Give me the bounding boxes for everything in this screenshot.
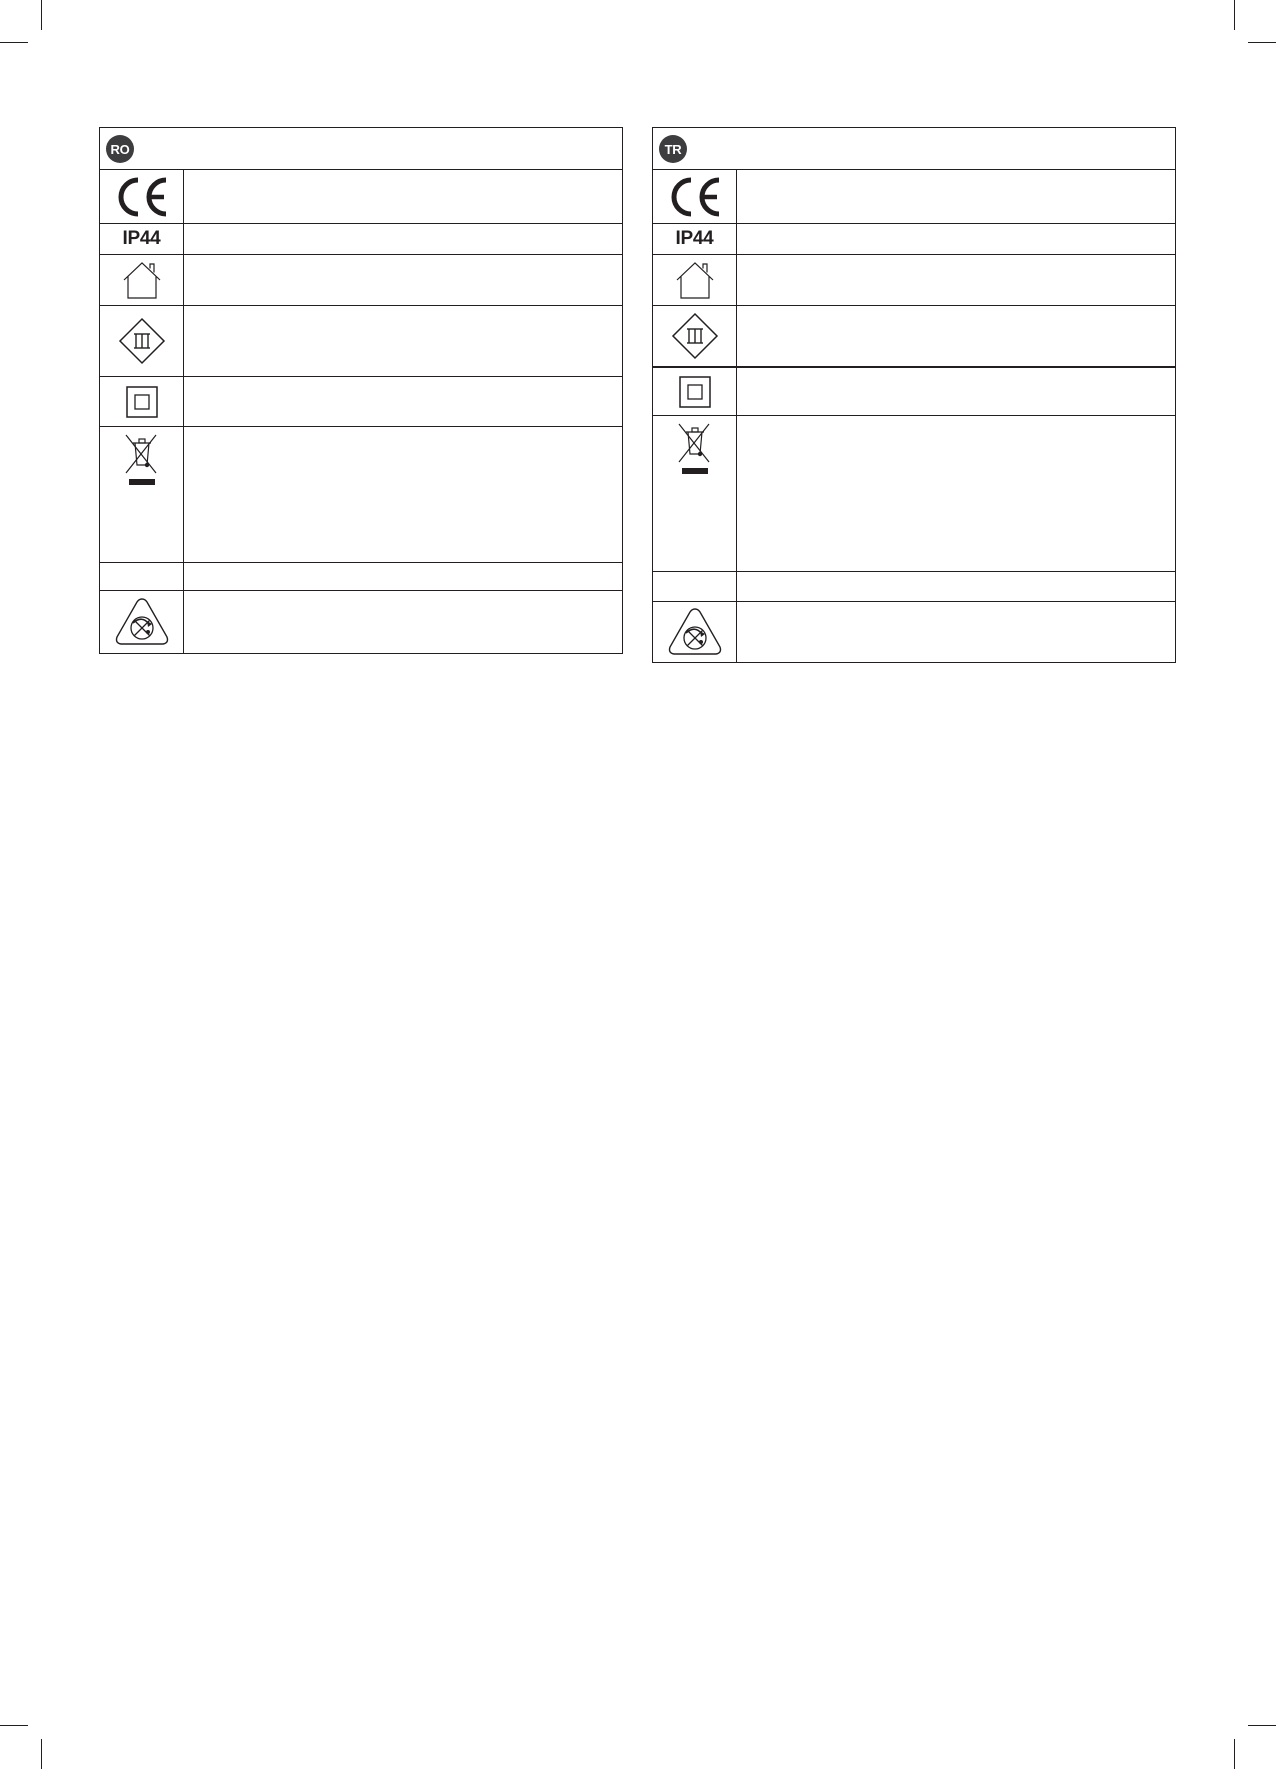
protection-class-iii-icon: [100, 306, 184, 376]
ce-mark-icon: [653, 170, 737, 223]
table-row-ce: [653, 170, 1175, 224]
language-badge: RO: [106, 135, 134, 163]
row-description: [184, 224, 622, 254]
row-description: [184, 255, 622, 305]
row-description: [184, 377, 622, 426]
table-row-class-ii: [100, 377, 622, 427]
language-badge: TR: [659, 135, 687, 163]
table-row-empty: [100, 563, 622, 591]
symbol-cell: [100, 563, 184, 590]
weee-crossed-bin-icon: [653, 416, 737, 571]
table-row-ip44: [653, 224, 1175, 255]
ip-rating-label: IP44: [122, 228, 161, 249]
crop-mark: [0, 42, 28, 43]
double-insulation-icon: [100, 377, 184, 426]
crop-mark: [41, 1739, 42, 1769]
row-description: [737, 255, 1175, 305]
symbols-table-tr: [652, 127, 1176, 663]
ip-rating-label-cell: [100, 224, 184, 254]
table-row-class-ii: [653, 368, 1175, 416]
safety-triangle-icon: [100, 591, 184, 653]
table-header: [653, 128, 1175, 170]
crop-mark: [1234, 0, 1235, 30]
safety-triangle-icon: [653, 602, 737, 662]
crop-mark: [0, 1725, 28, 1726]
row-description: [184, 563, 622, 590]
table-row-ip44: [100, 224, 622, 255]
crop-mark: [1234, 1739, 1235, 1769]
table-row-weee: [100, 427, 622, 563]
table-header: [100, 128, 622, 170]
row-description: [737, 306, 1175, 366]
row-description: [737, 368, 1175, 415]
table-row-ce: [100, 170, 622, 224]
table-row-empty: [653, 572, 1175, 602]
table-row-weee: [653, 416, 1175, 572]
row-description: [184, 427, 622, 562]
crop-mark: [1248, 42, 1276, 43]
row-description: [184, 591, 622, 653]
crop-mark: [1248, 1725, 1276, 1726]
ip-rating-label: IP44: [675, 228, 714, 249]
table-row-class-iii: [653, 306, 1175, 368]
table-row-class-iii: [100, 306, 622, 377]
row-description: [737, 416, 1175, 571]
ce-mark-icon: [100, 170, 184, 223]
symbols-table-ro: [99, 127, 623, 654]
symbol-cell: [653, 572, 737, 601]
indoor-use-house-icon: [100, 255, 184, 305]
double-insulation-icon: [653, 368, 737, 415]
table-row-indoor: [100, 255, 622, 306]
indoor-use-house-icon: [653, 255, 737, 305]
row-description: [737, 170, 1175, 223]
crop-mark: [41, 0, 42, 30]
table-row-indoor: [653, 255, 1175, 306]
row-description: [737, 572, 1175, 601]
row-description: [737, 224, 1175, 254]
table-row-triangle: [100, 591, 622, 653]
protection-class-iii-icon: [653, 306, 737, 366]
row-description: [184, 170, 622, 223]
weee-crossed-bin-icon: [100, 427, 184, 562]
row-description: [184, 306, 622, 376]
row-description: [737, 602, 1175, 662]
table-row-triangle: [653, 602, 1175, 662]
ip-rating-label-cell: [653, 224, 737, 254]
